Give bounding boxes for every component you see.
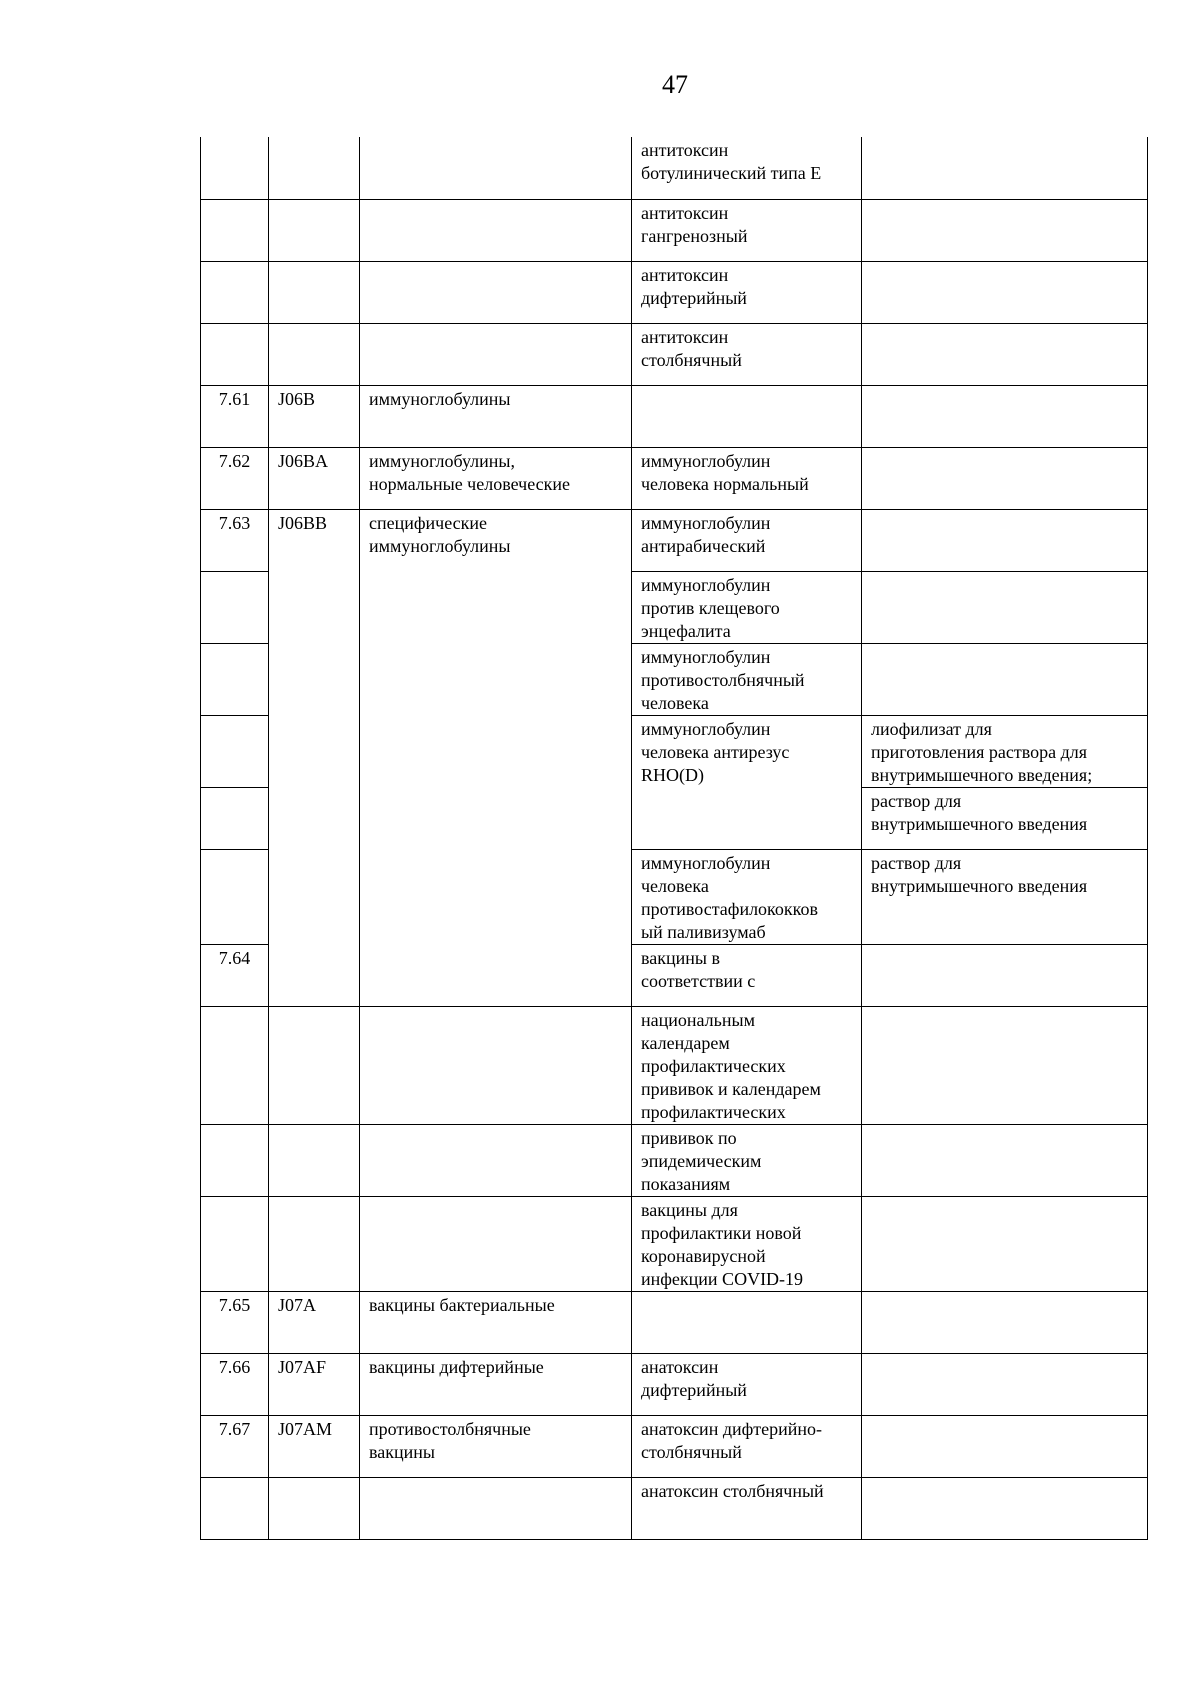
drug-name-line: энцефалита xyxy=(641,620,731,641)
drug-name-line: противостафилококков xyxy=(641,898,818,919)
drug-name-line: человека xyxy=(641,692,709,713)
atc-group-line: иммуноглобулины xyxy=(369,535,511,556)
drug-name xyxy=(632,261,862,323)
row-number xyxy=(201,1006,269,1124)
dosage-form xyxy=(862,944,1148,1006)
row-number: 7.64 xyxy=(201,944,269,1006)
drug-name-line: антитоксин xyxy=(641,264,729,285)
row-number xyxy=(201,199,269,261)
atc-group xyxy=(360,261,632,323)
drug-name-line: иммуноглобулин xyxy=(641,450,771,471)
atc-group xyxy=(360,323,632,385)
drug-name xyxy=(632,509,862,571)
drug-name-line: прививок и календарем xyxy=(641,1078,821,1099)
dosage-form xyxy=(862,1477,1148,1539)
drug-name-line: показаниям xyxy=(641,1173,731,1194)
table-row xyxy=(201,199,1148,261)
drug-name-line: коронавирусной xyxy=(641,1245,766,1266)
drug-name xyxy=(632,199,862,261)
dosage-form-line: лиофилизат для xyxy=(871,718,992,739)
dosage-form xyxy=(862,509,1148,571)
dosage-form-line: внутримышечного введения xyxy=(871,813,1088,834)
drug-name xyxy=(632,1006,862,1124)
atc-group xyxy=(360,1291,632,1353)
drug-name-line: анатоксин дифтерийно- xyxy=(641,1418,823,1439)
drug-name-line: ый паливизумаб xyxy=(641,921,766,942)
drug-name-line: соответствии с xyxy=(641,970,756,991)
drug-name-line: национальным xyxy=(641,1009,755,1030)
atc-code xyxy=(269,1006,360,1124)
atc-code xyxy=(269,1124,360,1196)
dosage-form-line: раствор для xyxy=(871,790,962,811)
atc-code: J07A xyxy=(269,1291,360,1353)
atc-group xyxy=(360,1415,632,1477)
atc-group xyxy=(360,509,632,1006)
atc-group xyxy=(360,385,632,447)
dosage-form xyxy=(862,385,1148,447)
drug-name-line: антитоксин xyxy=(641,140,729,160)
drug-name xyxy=(632,323,862,385)
drug-name-line: против клещевого xyxy=(641,597,780,618)
row-number: 7.67 xyxy=(201,1415,269,1477)
drug-name-line: иммуноглобулин xyxy=(641,718,771,739)
drug-name-line: прививок по xyxy=(641,1127,737,1148)
drug-name xyxy=(632,643,862,715)
dosage-form-line: раствор для xyxy=(871,852,962,873)
dosage-form-line: внутримышечного введения xyxy=(871,875,1088,896)
drug-name xyxy=(632,1477,862,1539)
table-row xyxy=(201,323,1148,385)
dosage-form xyxy=(862,787,1148,849)
atc-code: J07AF xyxy=(269,1353,360,1415)
table-row xyxy=(201,447,1148,509)
drug-table xyxy=(200,137,1148,1540)
drug-name-line: иммуноглобулин xyxy=(641,852,771,873)
row-number: 7.61 xyxy=(201,385,269,447)
drug-name xyxy=(632,447,862,509)
drug-name xyxy=(632,1415,862,1477)
drug-name xyxy=(632,944,862,1006)
dosage-form xyxy=(862,1196,1148,1291)
atc-group xyxy=(360,1196,632,1291)
dosage-form xyxy=(862,715,1148,787)
atc-group-line: специфические xyxy=(369,512,488,533)
drug-name xyxy=(632,1196,862,1291)
row-number xyxy=(201,643,269,715)
atc-code xyxy=(269,323,360,385)
table-row xyxy=(201,1353,1148,1415)
drug-name-line: гангренозный xyxy=(641,225,748,246)
drug-name-line: RHO(D) xyxy=(641,764,704,785)
row-number: 7.62 xyxy=(201,447,269,509)
atc-code xyxy=(269,199,360,261)
atc-code: J06BB xyxy=(269,509,360,1006)
drug-name-line: человека антирезус xyxy=(641,741,790,762)
atc-group-line: нормальные человеческие xyxy=(369,473,570,494)
drug-name xyxy=(632,1291,862,1353)
table-row xyxy=(201,1291,1148,1353)
table-row xyxy=(201,1006,1148,1124)
table-row xyxy=(201,509,1148,571)
row-number xyxy=(201,261,269,323)
dosage-form xyxy=(862,1415,1148,1477)
drug-name-line: дифтерийный xyxy=(641,287,747,308)
drug-name xyxy=(632,849,862,944)
drug-name-line: вакцины для xyxy=(641,1199,738,1220)
table-row xyxy=(201,385,1148,447)
dosage-form xyxy=(862,849,1148,944)
drug-name-line: профилактики новой xyxy=(641,1222,802,1243)
row-number xyxy=(201,849,269,944)
dosage-form xyxy=(862,137,1148,199)
drug-name xyxy=(632,385,862,447)
drug-name-line: профилактических xyxy=(641,1101,786,1122)
page-number: 47 xyxy=(662,70,688,99)
dosage-form xyxy=(862,571,1148,643)
dosage-form xyxy=(862,447,1148,509)
drug-name-line: эпидемическим xyxy=(641,1150,762,1171)
dosage-form-line: приготовления раствора для xyxy=(871,741,1087,762)
row-number: 7.65 xyxy=(201,1291,269,1353)
row-number xyxy=(201,1196,269,1291)
atc-group-line: вакцины дифтерийные xyxy=(369,1356,544,1377)
atc-group-line: иммуноглобулины xyxy=(369,388,511,409)
drug-name-line: календарем xyxy=(641,1032,730,1053)
atc-code xyxy=(269,1477,360,1539)
atc-code: J06BA xyxy=(269,447,360,509)
dosage-form xyxy=(862,1124,1148,1196)
dosage-form xyxy=(862,199,1148,261)
drug-name-line: противостолбнячный xyxy=(641,669,805,690)
drug-name-line: человека нормальный xyxy=(641,473,809,494)
drug-name xyxy=(632,1124,862,1196)
dosage-form xyxy=(862,323,1148,385)
table-row xyxy=(201,137,1148,199)
drug-name xyxy=(632,137,862,199)
table-row xyxy=(201,1415,1148,1477)
drug-name-line: антитоксин xyxy=(641,202,729,223)
drug-name-line: антирабический xyxy=(641,535,766,556)
atc-group xyxy=(360,447,632,509)
row-number xyxy=(201,323,269,385)
drug-name-line: столбнячный xyxy=(641,349,742,370)
table-row xyxy=(201,1196,1148,1291)
atc-code xyxy=(269,1196,360,1291)
drug-name xyxy=(632,571,862,643)
drug-name-line: иммуноглобулин xyxy=(641,512,771,533)
atc-code: J06B xyxy=(269,385,360,447)
atc-group-line: противостолбнячные xyxy=(369,1418,531,1439)
drug-name-line: анатоксин столбнячный xyxy=(641,1480,824,1501)
drug-name-line: дифтерийный xyxy=(641,1379,747,1400)
row-number xyxy=(201,571,269,643)
atc-group-line: вакцины xyxy=(369,1441,435,1462)
drug-name-line: столбнячный xyxy=(641,1441,742,1462)
atc-group xyxy=(360,199,632,261)
drug-name-line: анатоксин xyxy=(641,1356,719,1377)
drug-name xyxy=(632,715,862,849)
atc-group xyxy=(360,1124,632,1196)
atc-group-line: иммуноглобулины, xyxy=(369,450,516,471)
drug-name-line: иммуноглобулин xyxy=(641,646,771,667)
atc-code xyxy=(269,261,360,323)
drug-name-line: иммуноглобулин xyxy=(641,574,771,595)
drug-name xyxy=(632,1353,862,1415)
atc-group xyxy=(360,137,632,199)
dosage-form-line: внутримышечного введения; xyxy=(871,764,1093,785)
row-number xyxy=(201,137,269,199)
row-number xyxy=(201,1477,269,1539)
atc-code xyxy=(269,137,360,199)
row-number xyxy=(201,715,269,787)
drug-name-line: профилактических xyxy=(641,1055,786,1076)
dosage-form xyxy=(862,643,1148,715)
atc-group xyxy=(360,1477,632,1539)
dosage-form xyxy=(862,1291,1148,1353)
drug-name-line: вакцины в xyxy=(641,947,720,968)
drug-name-line: антитоксин xyxy=(641,326,729,347)
table-row xyxy=(201,261,1148,323)
row-number: 7.63 xyxy=(201,509,269,571)
dosage-form xyxy=(862,1006,1148,1124)
atc-group xyxy=(360,1006,632,1124)
drug-name-line: ботулинический типа E xyxy=(641,163,822,183)
drug-name-line: инфекции COVID-19 xyxy=(641,1268,804,1289)
table-row xyxy=(201,1477,1148,1539)
table-row xyxy=(201,1124,1148,1196)
dosage-form xyxy=(862,261,1148,323)
row-number xyxy=(201,787,269,849)
atc-code: J07AM xyxy=(269,1415,360,1477)
drug-name-line: человека xyxy=(641,875,709,896)
atc-group xyxy=(360,1353,632,1415)
dosage-form xyxy=(862,1353,1148,1415)
atc-group-line: вакцины бактериальные xyxy=(369,1294,555,1315)
row-number xyxy=(201,1124,269,1196)
row-number: 7.66 xyxy=(201,1353,269,1415)
